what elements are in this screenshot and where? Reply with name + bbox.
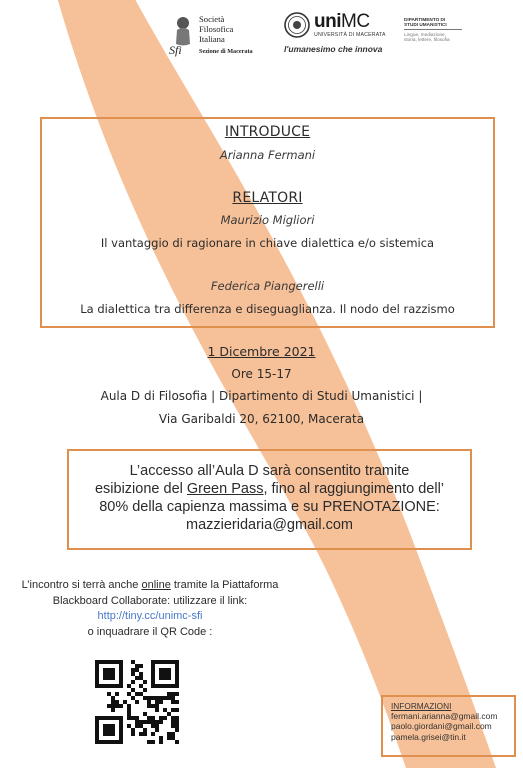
info-email-3: pamela.grisei@tin.it xyxy=(391,731,466,742)
prenotazione-text: PRENOTAZIONE xyxy=(322,499,436,515)
dept-line2: STUDI UMANISTICI xyxy=(404,22,447,28)
sfi-name xyxy=(199,15,253,56)
info-box xyxy=(381,695,516,757)
sfi-line3: Italiana xyxy=(199,33,225,44)
speaker2-name: Federica Piangerelli xyxy=(210,279,325,293)
event-department: Dipartimento di Studi Umanistici xyxy=(219,389,415,403)
qr-code-icon[interactable] xyxy=(95,660,179,744)
speakers-box xyxy=(40,117,495,328)
unimc-logo xyxy=(284,12,392,66)
event-room: Aula D di Filosofia xyxy=(100,389,208,403)
sfi-section: Sezione di Macerata xyxy=(199,48,253,56)
introducer-name: Arianna Fermani xyxy=(219,148,316,162)
green-pass-text: Green Pass, xyxy=(186,481,268,497)
speaker2-talk: La dialettica tra differenza e diseguaglianza. Il nodo del razzismo xyxy=(80,302,455,316)
dept-line1: DIPARTIMENTO DI xyxy=(404,17,446,22)
introduce-heading: INTRODUCE xyxy=(224,124,311,140)
event-date: 1 Dicembre 2021 xyxy=(207,344,316,359)
sfi-emblem-icon xyxy=(168,14,196,58)
access-line1: L’accesso all’Aula D sarà consentito tramite xyxy=(129,463,410,479)
unimc-motto: l'umanesimo che innova xyxy=(284,44,383,54)
sfi-line2: Filosofica xyxy=(199,23,234,34)
event-address: Via Garibaldi 20, 62100, Macerata xyxy=(158,412,365,426)
university-seal-icon xyxy=(284,12,310,38)
online-info xyxy=(0,578,300,640)
event-time: Ore 15-17 xyxy=(231,367,292,381)
speaker1-name: Maurizio Migliori xyxy=(220,213,315,227)
access-notice-box xyxy=(67,449,472,550)
unimc-wordmark: uniMC xyxy=(314,11,370,32)
dept-line4: storia, lettere, filosofia xyxy=(404,37,450,43)
info-email-1: fermani.arianna@gmail.com xyxy=(391,711,498,722)
dept-line3: Lingue, mediazione, xyxy=(404,31,446,37)
event-location: Aula D di Filosofia | Dipartimento di Studi Umanistici | xyxy=(100,389,423,403)
online-line2: Blackboard Collaborate: utilizzare il link: xyxy=(52,594,248,607)
info-heading: INFORMAZIONI xyxy=(391,701,452,711)
unimc-subtitle: UNIVERSITÀ DI MACERATA xyxy=(314,32,386,38)
online-line1: L’incontro si terrà anche online tramite la Piattaforma xyxy=(21,579,279,591)
meeting-link[interactable]: http://tiny.cc/unimc-sfi xyxy=(97,610,203,622)
speaker1-talk: Il vantaggio di ragionare in chiave dialettica e/o sistemica xyxy=(100,236,435,250)
sfi-line1: Società xyxy=(199,14,225,25)
relatori-heading: RELATORI xyxy=(232,190,303,206)
info-email-2: paolo.giordani@gmail.com xyxy=(391,721,492,732)
access-line2: esibizione del Green Pass, fino al raggiungimento dell’ xyxy=(94,481,445,497)
dept-divider xyxy=(404,29,462,30)
sfi-logo xyxy=(168,10,260,62)
department-logo xyxy=(404,17,484,43)
sfi-monogram: Sfi xyxy=(169,43,182,57)
booking-email: mazzieridaria@gmail.com xyxy=(185,517,353,533)
access-line3: 80% della capienza massima e su PRENOTAZIONE: xyxy=(99,499,440,515)
online-line4: o inquadrare il QR Code : xyxy=(87,625,213,638)
